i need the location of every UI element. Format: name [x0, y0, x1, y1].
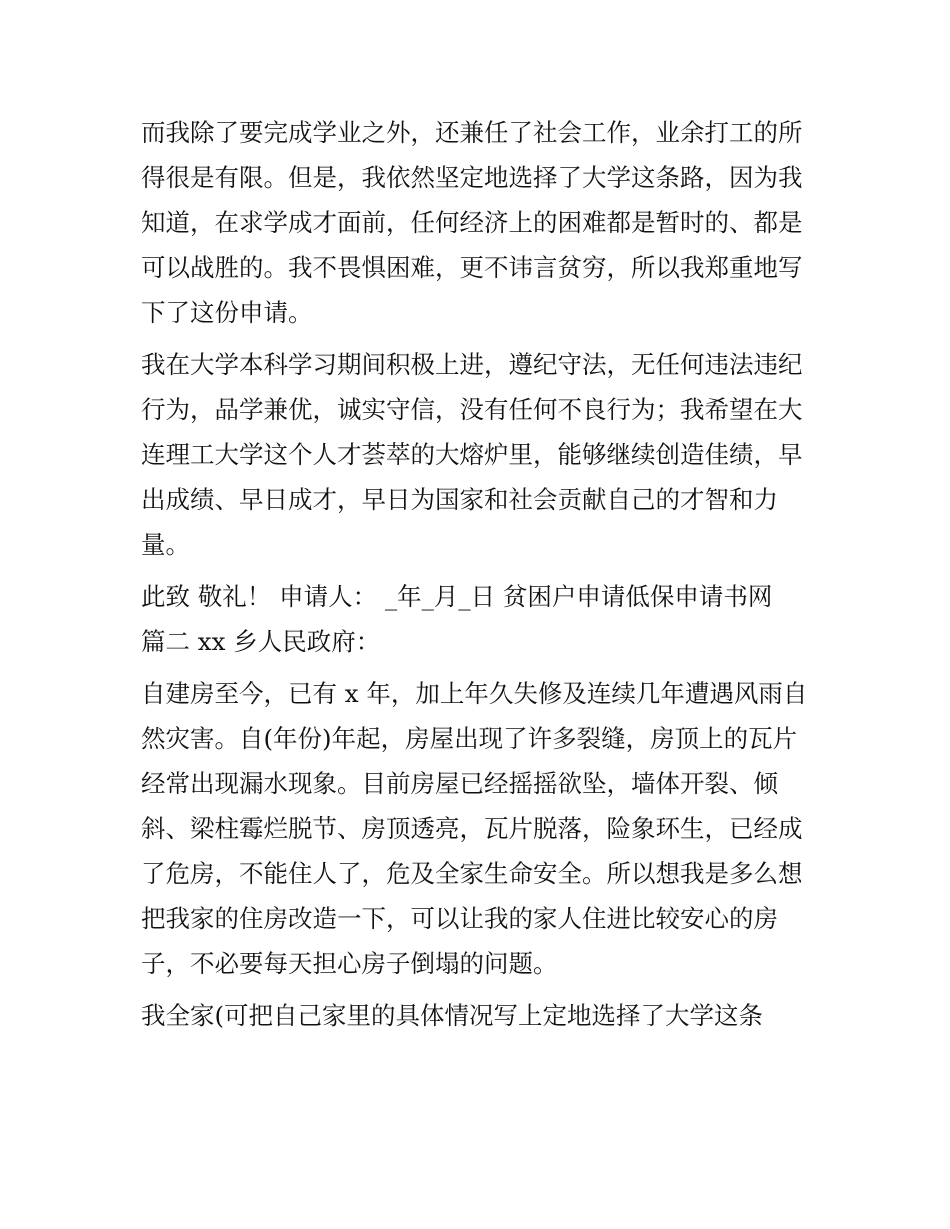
paragraph-3 [141, 671, 821, 986]
text-line: 子，不必要每天担心房子倒塌的问题。 [141, 949, 558, 978]
text-line: 然灾害。自(年份)年起，房屋出现了许多裂缝，房顶上的瓦片 [141, 724, 798, 753]
text-line: 而我除了要完成学业之外，还兼任了社会工作，业余打工的所 [141, 118, 803, 147]
paragraph-1 [141, 110, 821, 335]
text-line: 可以战胜的。我不畏惧困难，更不讳言贫穷，所以我郑重地写 [141, 253, 803, 282]
text-line: 行为，品学兼优，诚实守信，没有任何不良行为；我希望在大 [141, 395, 803, 424]
text-line: 自建房至今，已有 x 年，加上年久失修及连续几年遭遇风雨自 [141, 679, 808, 708]
text-line: 了危房，不能住人了，危及全家生命安全。所以想我是多么想 [141, 859, 803, 888]
document-body [141, 110, 821, 1038]
closing-line [141, 574, 821, 619]
text-line: 量。 [141, 530, 190, 559]
text-line: 知道，在求学成才面前，任何经济上的困难都是暂时的、都是 [141, 208, 803, 237]
section-heading [141, 619, 821, 664]
paragraph-2 [141, 342, 821, 567]
text-line: 我全家(可把自己家里的具体情况写上定地选择了大学这条 [141, 1001, 764, 1030]
paragraph-4 [141, 993, 821, 1038]
text-line: 此致 敬礼！ 申请人： _年_月_日 贫困户申请低保申请书网 [141, 582, 773, 611]
text-line: 连理工大学这个人才荟萃的大熔炉里，能够继续创造佳绩，早 [141, 440, 803, 469]
text-line: 把我家的住房改造一下，可以让我的家人住进比较安心的房 [141, 904, 778, 933]
text-line: 经常出现漏水现象。目前房屋已经摇摇欲坠，墙体开裂、倾 [141, 769, 778, 798]
text-line: 斜、梁柱霉烂脱节、房顶透亮，瓦片脱落，险象环生，已经成 [141, 814, 803, 843]
text-line: 得很是有限。但是，我依然坚定地选择了大学这条路，因为我 [141, 163, 803, 192]
text-line: 出成绩、早日成才，早日为国家和社会贡献自己的才智和力 [141, 485, 778, 514]
text-line: 篇二 xx 乡人民政府： [141, 627, 381, 656]
text-line: 我在大学本科学习期间积极上进，遵纪守法，无任何违法违纪 [141, 350, 803, 379]
text-line: 下了这份申请。 [141, 298, 313, 327]
